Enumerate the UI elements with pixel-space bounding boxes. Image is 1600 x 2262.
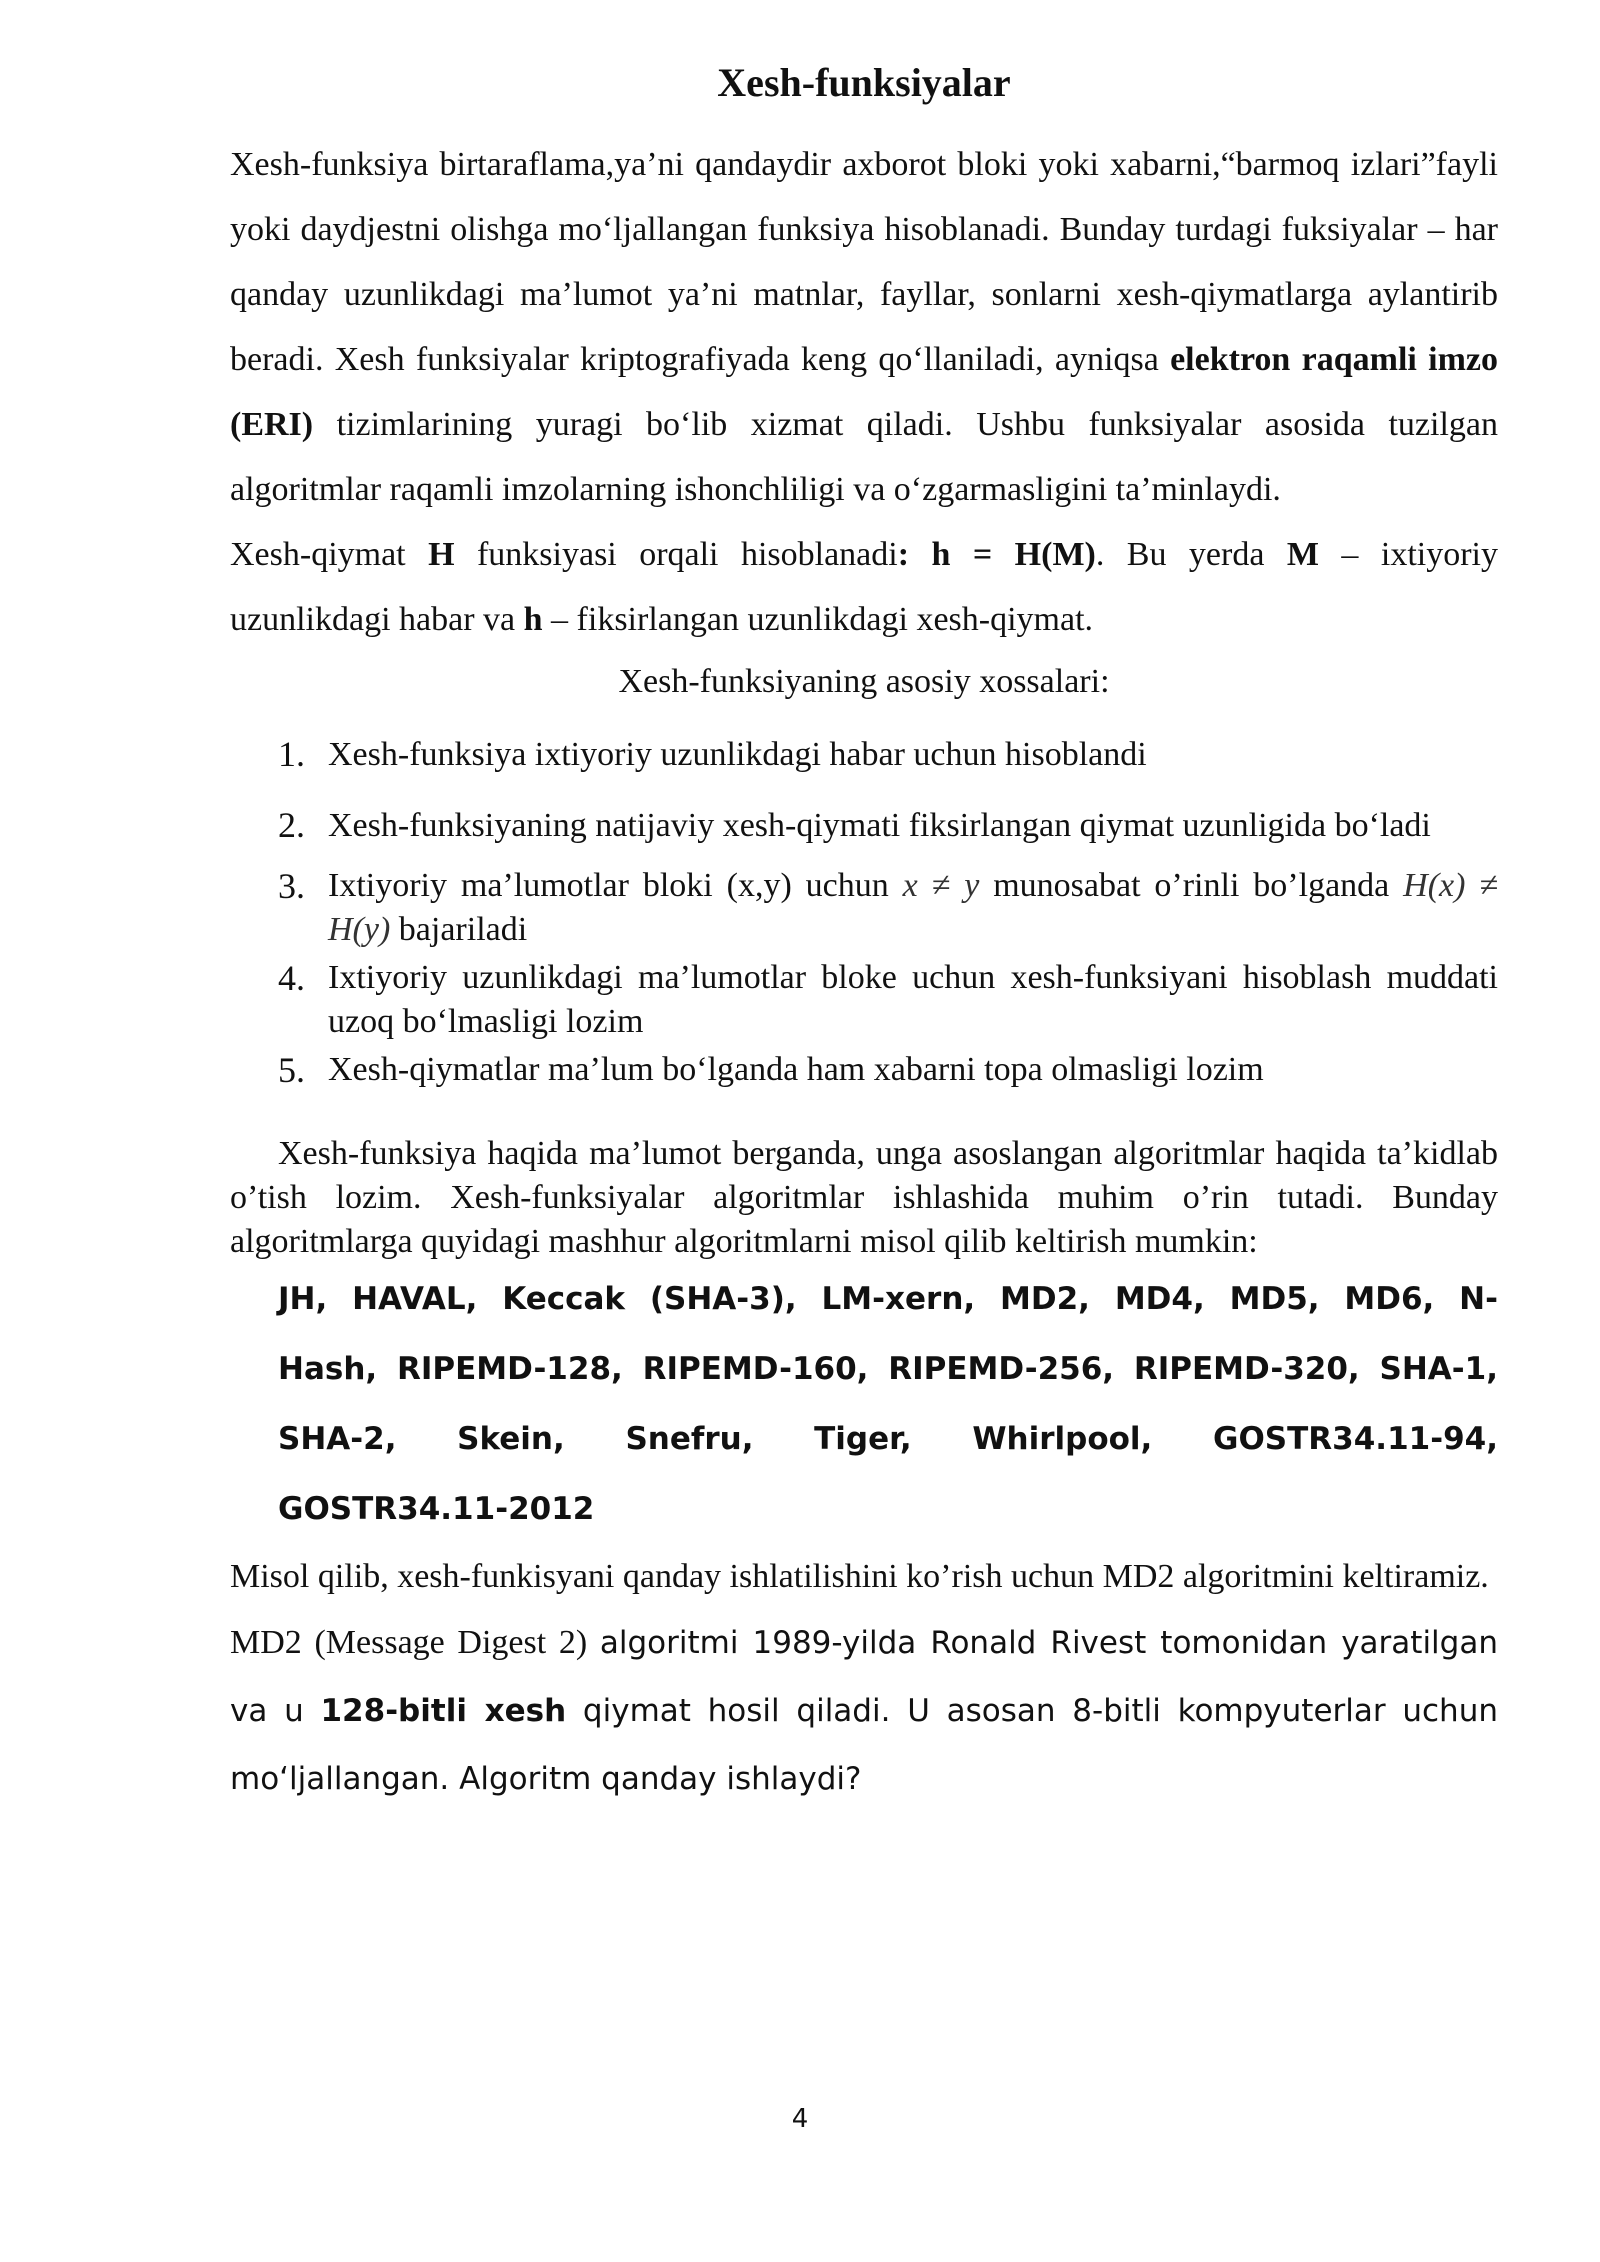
formula-text-e: . Bu yerda — [1095, 536, 1287, 573]
list-item — [230, 864, 1498, 952]
properties-heading: Xesh-funksiyaning asosiy xossalari: — [618, 663, 1110, 700]
list-item — [230, 722, 1498, 787]
formula-bold-M: M — [1286, 536, 1319, 573]
formula-x-neq-y: x ≠ y — [902, 867, 980, 904]
list-text: Ixtiyoriy uzunlikdagi ma’lumotlar bloke uchun xesh-funksiyani hisoblash muddati uzoq bo‘lmasligi lozim — [328, 959, 1498, 1040]
md2-example-paragraph: Misol qilib, xesh-funkisyani qanday ishlatilishini ko’rish uchun MD2 algoritmini keltiramiz. — [230, 1558, 1489, 1595]
list-item — [230, 1048, 1498, 1092]
md2-text-c: qiymat hosil qiladi. U asosan 8-bitli kompyuterlar uchun mo‘ljallangan. Algoritm qanday ishlaydi? — [230, 1693, 1498, 1797]
formula-bold-H: H — [428, 536, 455, 573]
formula-text-g: – ixtiyoriy uzunlikdagi habar va — [230, 536, 1498, 638]
list-number: 5. — [278, 1050, 305, 1090]
algorithms-list: JH, HAVAL, Keccak (SHA-3), LM-xern, MD2, MD4, MD5, MD6, N-Hash, RIPEMD-128, RIPEMD-160, RIPEMD-256, RIPEMD-320, SHA-1, SHA-2, Skein, Snefru, Tiger, Whirlpool, GOSTR34.11-94, GOSTR34.11-2012 — [278, 1281, 1498, 1527]
intro-bold-term: elektron raqamli imzo (ERI) — [230, 341, 1498, 443]
md2-text-b: algoritmi 1989-yilda Ronald Rivest tomonidan yaratilgan va u — [230, 1625, 1498, 1729]
list-number: 2. — [278, 805, 305, 845]
formula-text-c: funksiyasi orqali hisoblanadi — [454, 536, 898, 573]
formula-text-a: Xesh-qiymat — [230, 536, 429, 573]
list-text: bajariladi — [390, 911, 528, 948]
intro-text-2: tizimlarining yuragi bo‘lib xizmat qiladi. Ushbu funksiyalar asosida tuzilgan algoritmlar raqamli imzolarning ishonchliligi va o‘zgarmasligini ta’minlaydi. — [230, 406, 1498, 508]
list-number: 4. — [278, 958, 305, 998]
formula-hx-neq-hy: H(x) ≠ H(y) — [328, 867, 1499, 948]
list-text: Ixtiyoriy ma’lumotlar bloki (x,y) uchun — [328, 867, 903, 904]
list-text: Xesh-qiymatlar ma’lum bo‘lganda ham xabarni topa olmasligi lozim — [328, 1051, 1264, 1088]
list-item — [230, 793, 1498, 858]
page-title: Xesh-funksiyalar — [717, 60, 1011, 105]
list-number: 1. — [278, 734, 305, 774]
list-text: munosabat o’rinli bo’lganda — [979, 867, 1404, 904]
list-item — [230, 956, 1498, 1044]
list-number: 3. — [278, 866, 305, 906]
formula-text-i: – fiksirlangan uzunlikdagi xesh-qiymat. — [542, 601, 1094, 638]
intro-text-1: Xesh-funksiya birtaraflama,ya’ni qandaydir axborot bloki yoki xabarni,“barmoq izlari”fayli yoki daydjestni olishga mo‘ljallangan funksiya hisoblanadi. Bunday turdagi fuksiyalar – har qanday uzunlikdagi ma’lumot ya’ni matnlar, fayllar, sonlarni xesh-qiymatlarga aylantirib beradi. Xesh funksiyalar kriptografiyada keng qo‘llaniladi, ayniqsa — [230, 146, 1498, 378]
formula-bold-h: h — [523, 601, 543, 638]
md2-bold-term: 128-bitli xesh — [320, 1693, 567, 1729]
intro-paragraph — [230, 132, 1498, 522]
page-number: 4 — [791, 2104, 809, 2134]
algorithms-intro: Xesh-funksiya haqida ma’lumot berganda, unga asoslangan algoritmlar haqida ta’kidlab o’tish lozim. Xesh-funksiyalar algoritmlar ishlashida muhim o’rin tutadi. Bunday algoritmlarga quyidagi mashhur algoritmlarni misol qilib keltirish mumkin: — [230, 1135, 1498, 1260]
page-content — [230, 52, 1498, 1813]
formula-equation: : h = H(M) — [897, 536, 1096, 573]
properties-list — [230, 722, 1498, 1092]
list-text: Xesh-funksiya ixtiyoriy uzunlikdagi habar uchun hisoblandi — [328, 736, 1147, 773]
formula-paragraph — [230, 522, 1498, 652]
md2-paragraph — [230, 1609, 1498, 1813]
list-text: Xesh-funksiyaning natijaviy xesh-qiymati fiksirlangan qiymat uzunligida bo‘ladi — [328, 807, 1431, 844]
md2-text-a: MD2 (Message Digest 2) — [230, 1624, 600, 1661]
